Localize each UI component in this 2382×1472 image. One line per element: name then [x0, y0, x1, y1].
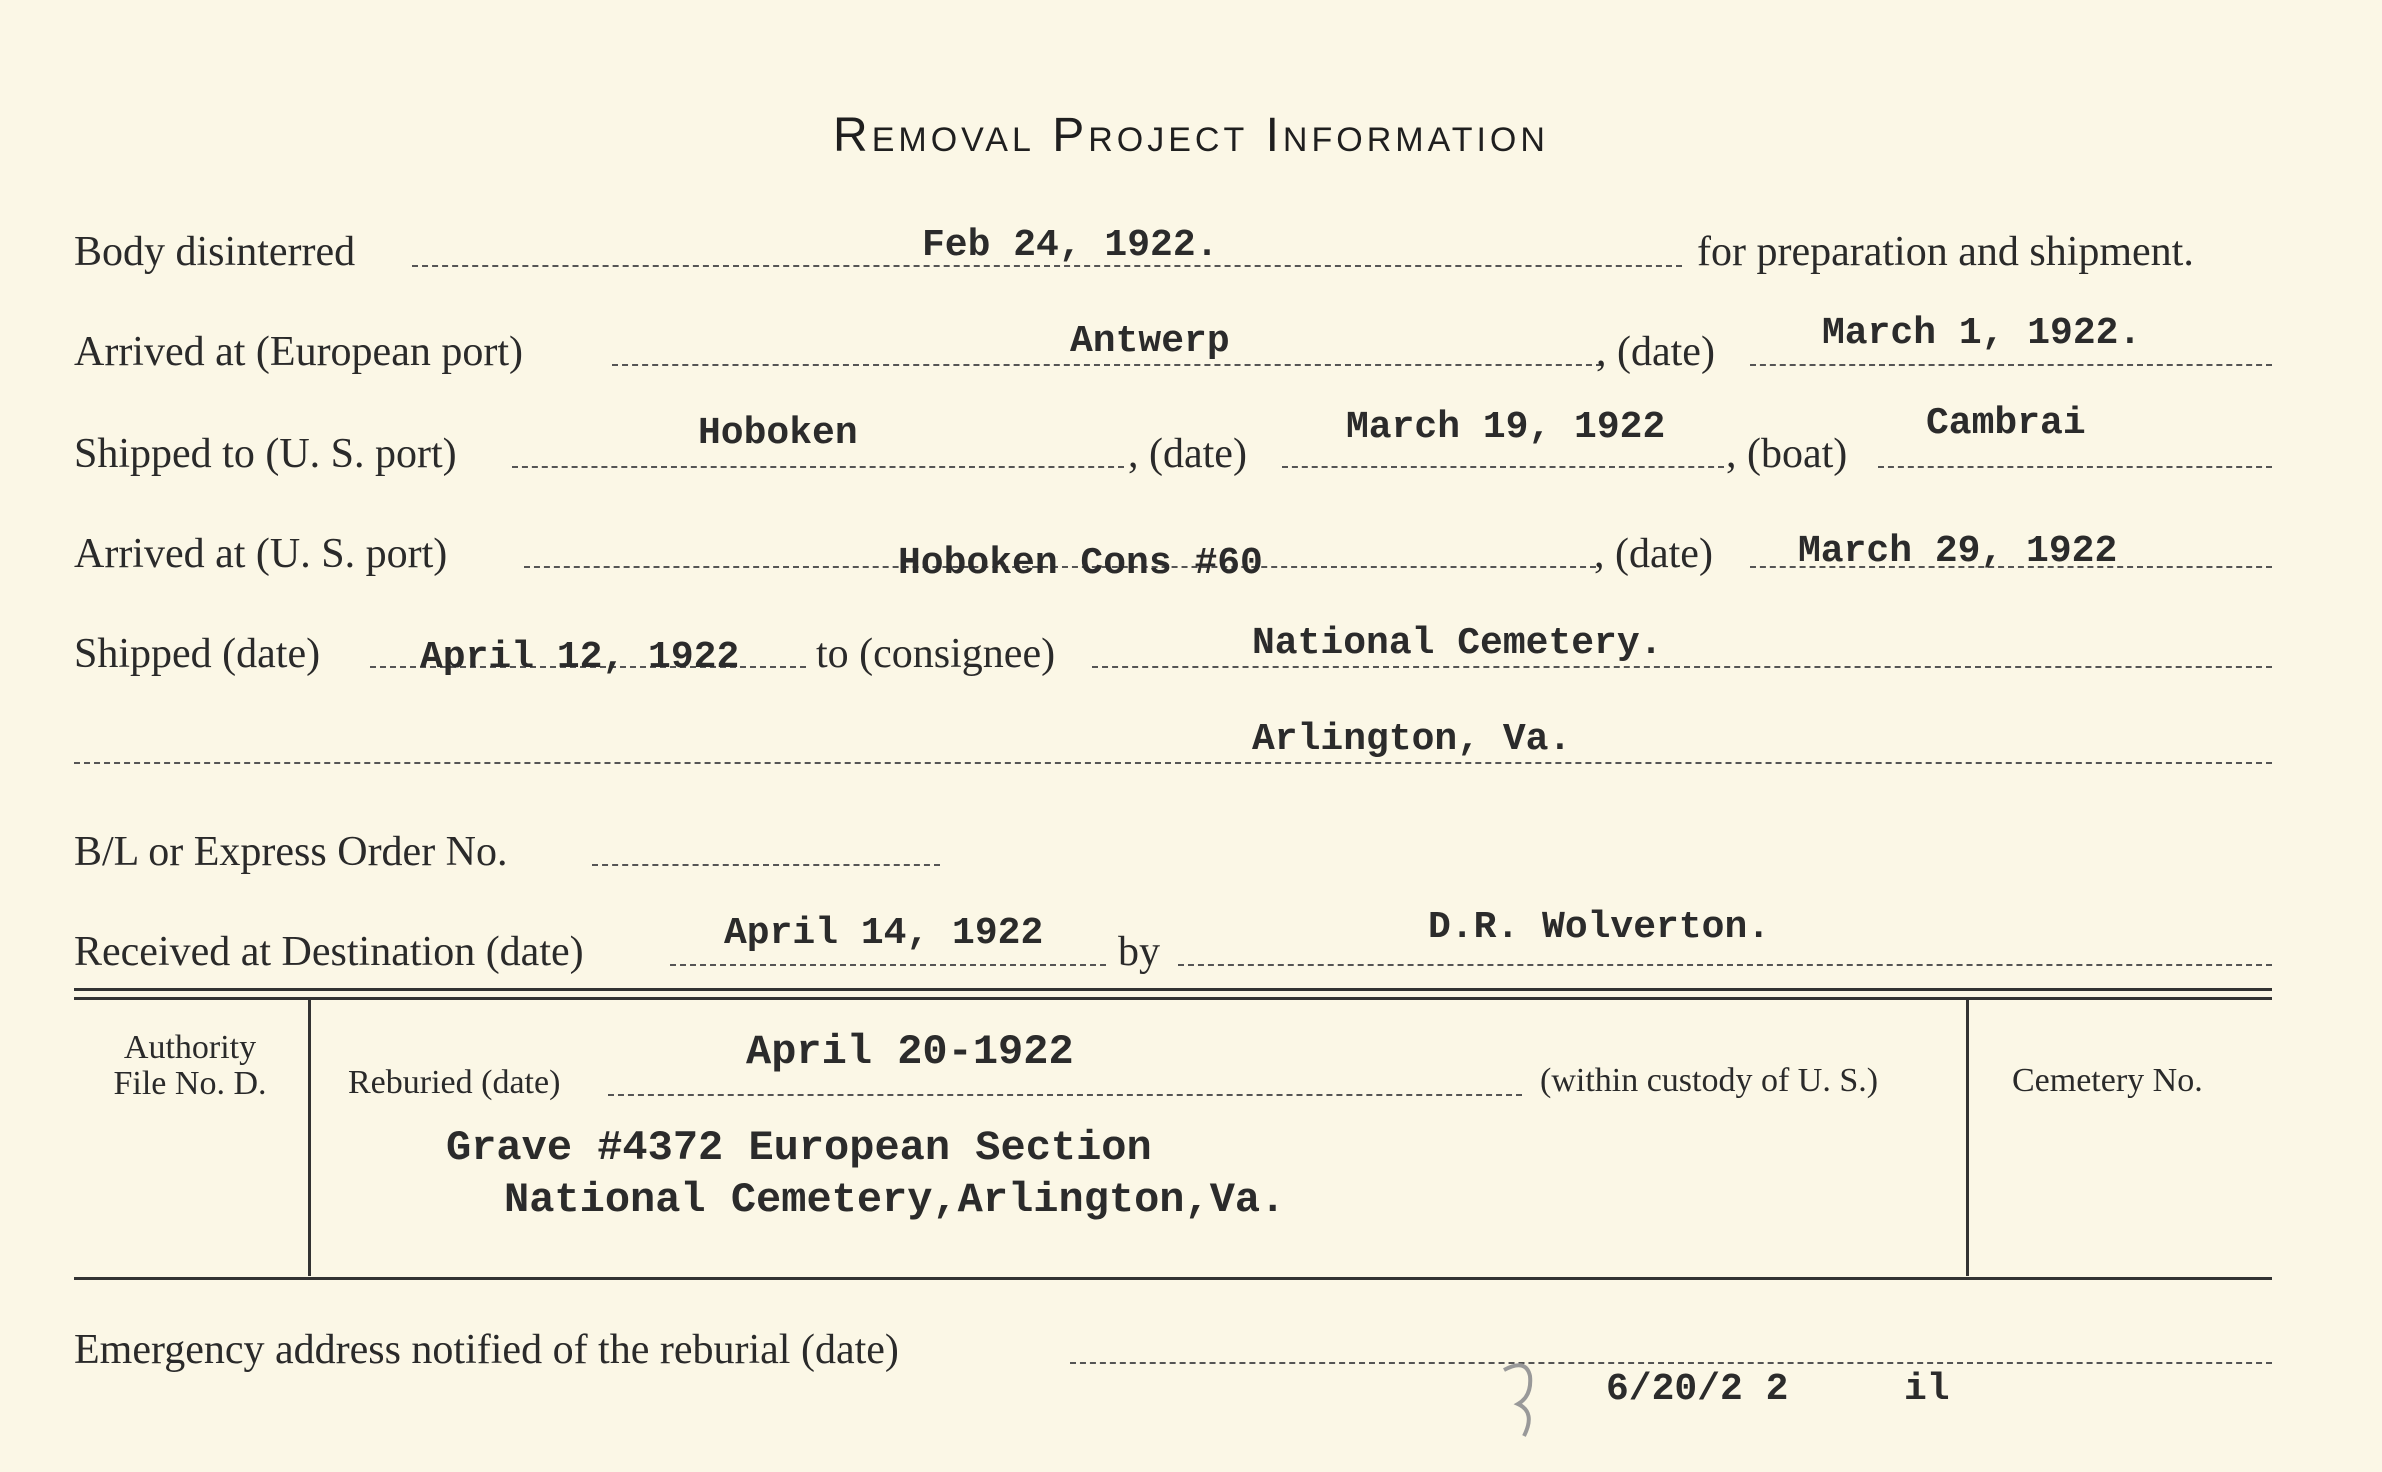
consignee-line [1092, 666, 2272, 668]
arrived-european-port: Antwerp [1070, 320, 1230, 363]
emergency-line [1070, 1362, 2272, 1364]
arrived-european-label: Arrived at (European port) [74, 329, 523, 375]
received-by-line [1178, 964, 2272, 966]
received-date-line [670, 964, 1106, 966]
shipped-date-label: Shipped (date) [74, 631, 321, 677]
consignee-line2-line [74, 762, 2272, 764]
arrived-us-port: Hoboken Cons #60 [898, 542, 1263, 585]
arrived-european-date-label: , (date) [1596, 329, 1715, 375]
shipped-to-us-date: March 19, 1922 [1346, 406, 1666, 449]
emergency-label: Emergency address notified of the reburial (date) [74, 1327, 899, 1373]
body-disinterred-suffix: for preparation and shipment. [1697, 229, 2194, 275]
received-by: D.R. Wolverton. [1428, 906, 1771, 949]
body-disinterred-label: Body disinterred [74, 229, 356, 275]
shipped-to-us-boat-label: , (boat) [1726, 431, 1848, 477]
grave-line2: National Cemetery,Arlington,Va. [504, 1176, 1286, 1224]
shipped-to-us-port: Hoboken [698, 412, 858, 455]
received-by-label: by [1118, 929, 1160, 975]
reburied-date: April 20-1922 [746, 1028, 1074, 1076]
reburied-label: Reburied (date) [348, 1064, 561, 1101]
received-label: Received at Destination (date) [74, 929, 584, 975]
arrived-us-date-label: , (date) [1594, 531, 1713, 577]
arrived-us-date: March 29, 1922 [1798, 530, 2118, 573]
grave-line1: Grave #4372 European Section [446, 1124, 1152, 1172]
received-date: April 14, 1922 [724, 912, 1044, 955]
arrived-european-date-line [1750, 364, 2272, 366]
consignee-label: to (consignee) [816, 631, 1056, 677]
box-top-rule-1 [74, 988, 2272, 991]
box-top-rule-2 [74, 997, 2272, 1000]
authority-label: Authority File No. D. [113, 1029, 267, 1102]
bl-order-label: B/L or Express Order No. [74, 829, 508, 875]
box-divider-left [308, 1000, 311, 1276]
shipped-to-us-date-label: , (date) [1128, 431, 1247, 477]
consignee-line1: National Cemetery. [1252, 622, 1663, 665]
shipped-date-value: April 12, 1922 [420, 636, 740, 679]
box-bottom-rule [74, 1277, 2272, 1280]
shipped-to-us-boat: Cambrai [1926, 402, 2086, 445]
shipped-to-us-date-line [1282, 466, 1724, 468]
pencil-mark-icon [1496, 1356, 1546, 1446]
box-divider-right [1966, 1000, 1969, 1276]
arrived-european-date: March 1, 1922. [1822, 312, 2142, 355]
cemetery-no-label: Cemetery No. [2012, 1062, 2203, 1099]
page-title: Removal Project Information [833, 109, 1549, 162]
shipped-to-us-label: Shipped to (U. S. port) [74, 431, 457, 477]
emergency-initials: il [1904, 1368, 1950, 1411]
consignee-line2: Arlington, Va. [1252, 718, 1572, 761]
arrived-european-port-line [612, 364, 1602, 366]
bl-order-line [592, 864, 940, 866]
arrived-us-label: Arrived at (U. S. port) [74, 531, 448, 577]
emergency-date: 6/20/2 2 [1606, 1368, 1789, 1411]
reburied-line [608, 1094, 1522, 1096]
shipped-to-us-boat-line [1878, 466, 2272, 468]
shipped-to-us-port-line [512, 466, 1124, 468]
body-disinterred-value: Feb 24, 1922. [922, 224, 1219, 267]
custody-label: (within custody of U. S.) [1540, 1062, 1879, 1099]
